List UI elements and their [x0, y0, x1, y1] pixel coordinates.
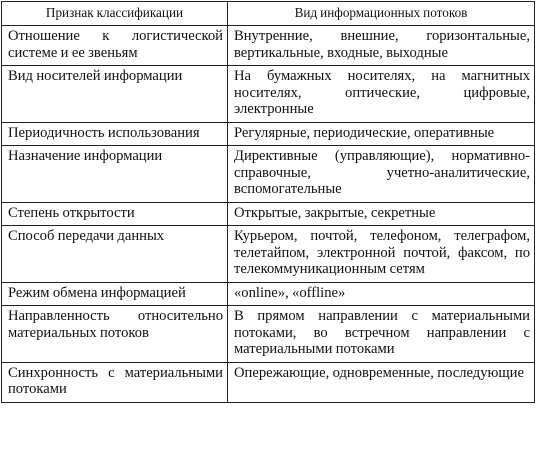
criterion-cell: Степень открытости [2, 202, 228, 226]
flow-types-cell: На бумажных носителях, на магнитных носителях, оптические, цифровые, электронные [228, 66, 535, 123]
table-row [2, 66, 535, 123]
header-flow-types: Вид информационных потоков [228, 2, 535, 26]
header-criterion: Признак классификации [2, 2, 228, 26]
table-row [2, 146, 535, 203]
table-row [2, 362, 535, 402]
criterion-cell: Режим обмена информацией [2, 282, 228, 306]
flow-types-cell: Открытые, закрытые, секретные [228, 202, 535, 226]
criterion-cell: Назначение информации [2, 146, 228, 203]
flow-types-cell: В прямом направлении с материальными потоками, во встречном направлении с материальными потоками [228, 306, 535, 363]
table-row [2, 226, 535, 283]
flow-types-cell: Регулярные, периодические, оперативные [228, 122, 535, 146]
classification-table [1, 1, 535, 403]
flow-types-cell: Внутренние, внешние, горизонтальные, вертикальные, входные, выходные [228, 26, 535, 66]
criterion-cell: Периодичность использования [2, 122, 228, 146]
table-row [2, 26, 535, 66]
criterion-cell: Способ передачи данных [2, 226, 228, 283]
table-row [2, 122, 535, 146]
table-header-row [2, 2, 535, 26]
flow-types-cell: «online», «offline» [228, 282, 535, 306]
criterion-cell: Вид носителей информации [2, 66, 228, 123]
criterion-cell: Направленность относительно материальных потоков [2, 306, 228, 363]
table-row [2, 306, 535, 363]
flow-types-cell: Курьером, почтой, телефоном, телеграфом, телетайпом, электронной почтой, факсом, по телекоммуникационным сетям [228, 226, 535, 283]
table-row [2, 282, 535, 306]
criterion-cell: Отношение к логистической системе и ее звеньям [2, 26, 228, 66]
criterion-cell: Синхронность с материальными потоками [2, 362, 228, 402]
flow-types-cell: Директивные (управляющие), нормативно-справочные, учетно-аналитические, вспомогательные [228, 146, 535, 203]
table-row [2, 202, 535, 226]
flow-types-cell: Опережающие, одновременные, последующие [228, 362, 535, 402]
